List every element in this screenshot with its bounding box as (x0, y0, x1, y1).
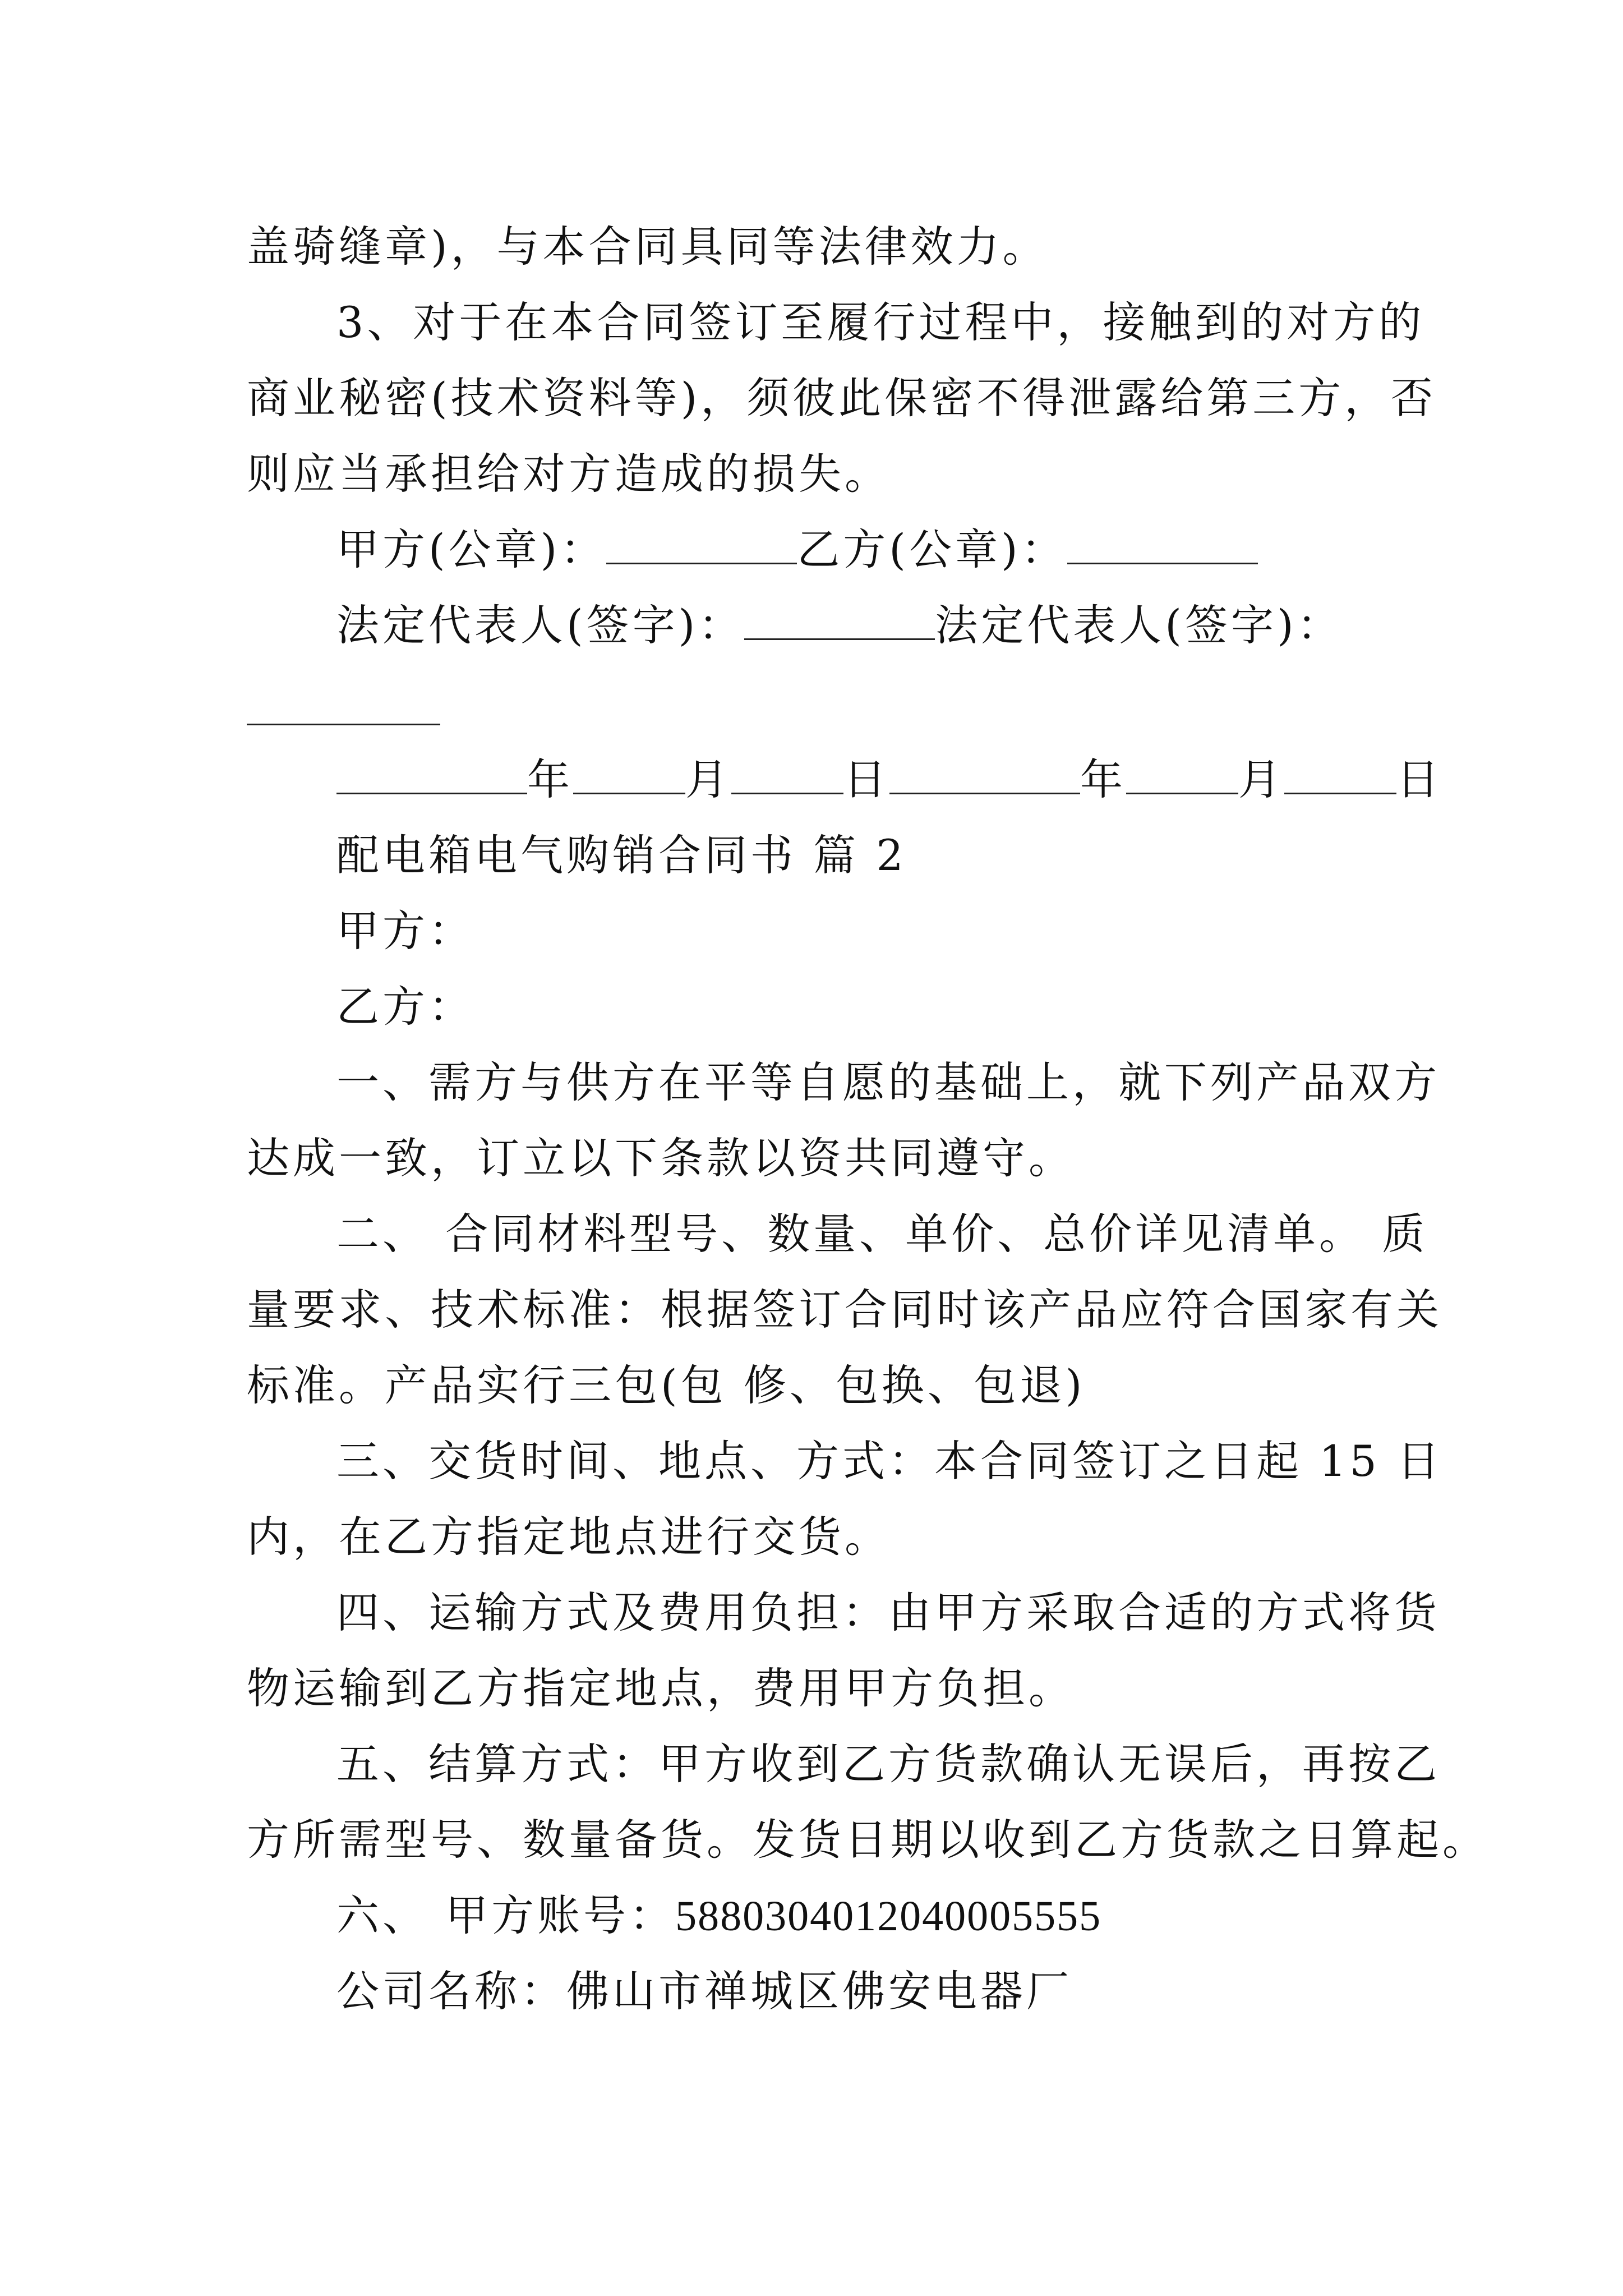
year-label-2: 年 (1080, 754, 1126, 804)
year-blank-2 (889, 753, 1080, 794)
clause-3-line: 三、交货时间、地点、方式：本合同签订之日起 15 日 (336, 1436, 1444, 1486)
paragraph-line: 商业秘密(技术资料等)，须彼此保密不得泄露给第三方，否 (247, 373, 1437, 423)
party-a-seal-label: 甲方(公章)： (336, 524, 607, 574)
month-blank (573, 753, 685, 794)
day-blank (731, 753, 843, 794)
clause-2-line: 标准。产品实行三包(包 修、包换、包退) (247, 1360, 1086, 1410)
party-b-representative-blank (247, 724, 440, 725)
clause-1-line: 一、需方与供方在平等自愿的基础上，就下列产品双方 (336, 1057, 1440, 1107)
paragraph-line: 3、对于在本合同签订至履行过程中，接触到的对方的 (336, 297, 1425, 347)
day-label-2: 日 (1396, 754, 1442, 804)
clause-2-line: 二、 合同材料型号、数量、单价、总价详见清单。 质 (336, 1209, 1428, 1259)
account-number: 5880304012040005555 (675, 1893, 1102, 1940)
representative-line (336, 597, 1343, 654)
paragraph-line: 则应当承担给对方造成的损失。 (247, 449, 891, 499)
clause-1-line: 达成一致，订立以下条款以资共同遵守。 (247, 1133, 1075, 1183)
party-a-representative-blank (744, 599, 935, 640)
account-label: 六、 甲方账号： (336, 1890, 676, 1940)
section-title: 配电箱电气购销合同书 篇 2 (336, 830, 907, 880)
year-label: 年 (527, 754, 573, 804)
day-blank-2 (1284, 753, 1396, 794)
clause-5-line: 方所需型号、数量备货。发货日期以收到乙方货款之日算起。 (247, 1815, 1488, 1865)
date-line (336, 752, 1442, 808)
party-a-representative-label: 法定代表人(签字)： (336, 600, 745, 650)
month-label-2: 月 (1238, 754, 1284, 804)
party-b-seal-label: 乙方(公章)： (797, 524, 1067, 574)
clause-4-line: 四、运输方式及费用负担：由甲方采取合适的方式将货 (336, 1588, 1440, 1637)
party-b-seal-blank (1067, 523, 1258, 564)
month-label: 月 (685, 754, 731, 804)
day-label: 日 (843, 754, 889, 804)
clause-4-line: 物运输到乙方指定地点，费用甲方负担。 (247, 1663, 1075, 1713)
party-b-representative-label: 法定代表人(签字)： (935, 600, 1343, 650)
company-name-line: 公司名称：佛山市禅城区佛安电器厂 (336, 1966, 1072, 2016)
clause-6-line (336, 1888, 1101, 1944)
paragraph-line: 盖骑缝章)，与本合同具同等法律效力。 (247, 222, 1049, 272)
clause-3-line: 内，在乙方指定地点进行交货。 (247, 1512, 891, 1562)
signature-seal-line (336, 522, 1258, 578)
month-blank-2 (1126, 753, 1238, 794)
party-b-line: 乙方： (336, 982, 474, 1032)
clause-5-line: 五、结算方式：甲方收到乙方货款确认无误后，再按乙 (336, 1739, 1440, 1789)
party-a-line: 甲方： (336, 906, 474, 956)
year-blank (336, 753, 527, 794)
party-a-seal-blank (606, 523, 797, 564)
clause-2-line: 量要求、技术标准：根据签订合同时该产品应符合国家有关 (247, 1285, 1442, 1335)
